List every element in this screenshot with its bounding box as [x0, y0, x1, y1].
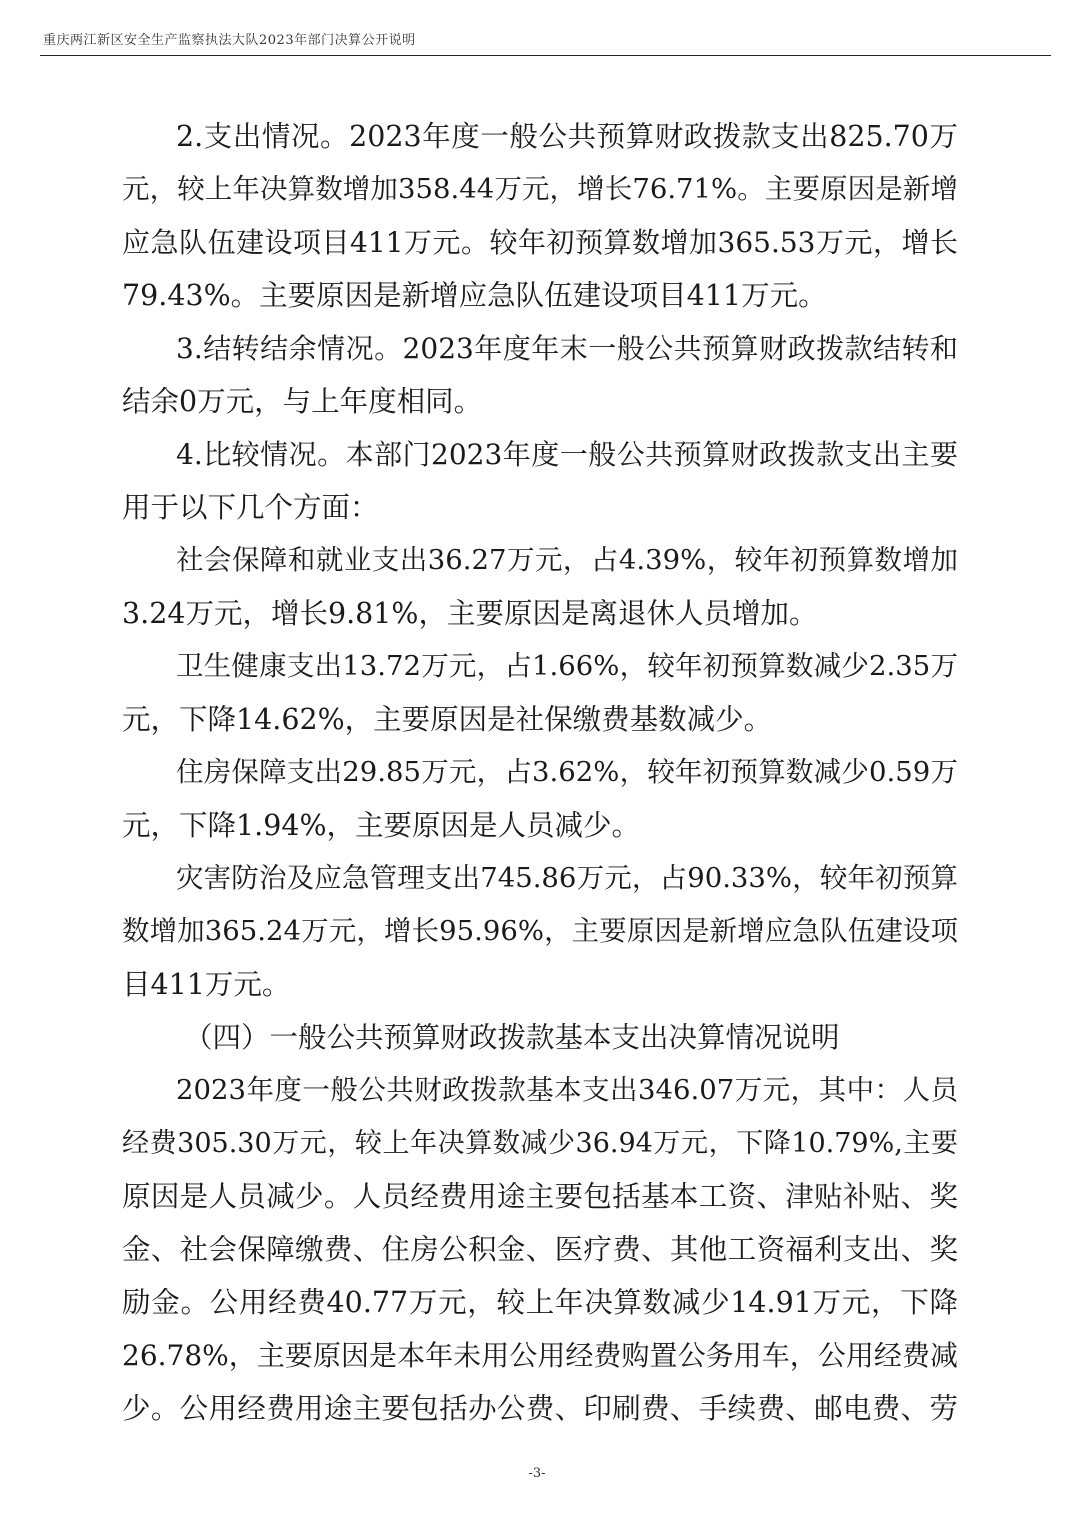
text-line: 住房保障支出29.85万元，占3.62%，较年初预算数减少0.59万	[176, 756, 958, 788]
paragraph-comparison	[122, 428, 958, 534]
running-header: 重庆两江新区安全生产监察执法大队2023年部门决算公开说明	[43, 33, 416, 48]
text-line: 目411万元。	[122, 968, 291, 1001]
text-line: 2.支出情况。2023年度一般公共预算财政拨款支出825.70万	[176, 120, 958, 153]
section-heading	[122, 1011, 958, 1064]
text-line: 用于以下几个方面：	[122, 491, 379, 524]
paragraph-expenditure	[122, 110, 958, 322]
text-line: 应急队伍建设项目411万元。较年初预算数增加365.53万元，增长	[122, 226, 958, 259]
text-line: 3.24万元，增长9.81%，主要原因是离退休人员增加。	[122, 597, 818, 630]
text-line: 社会保障和就业支出36.27万元，占4.39%，较年初预算数增加	[176, 544, 958, 576]
text-line: 2023年度一般公共财政拨款基本支出346.07万元，其中：人员	[176, 1074, 958, 1106]
text-line: 79.43%。主要原因是新增应急队伍建设项目411万元。	[122, 279, 827, 312]
text-line: 灾害防治及应急管理支出745.86万元，占90.33%，较年初预算	[176, 862, 958, 894]
text-line: 元，下降14.62%，主要原因是社保缴费基数减少。	[122, 703, 773, 736]
text-line: 励金。公用经费40.77万元，较上年决算数减少14.91万元，下降	[122, 1286, 958, 1319]
document-body	[122, 110, 958, 1435]
paragraph-disaster-prevention	[122, 852, 958, 1011]
text-line: 元，较上年决算数增加358.44万元，增长76.71%。主要原因是新增	[122, 173, 958, 205]
text-line: 数增加365.24万元，增长95.96%，主要原因是新增应急队伍建设项	[122, 915, 958, 947]
paragraph-health	[122, 640, 958, 746]
section-heading-text: （四）一般公共预算财政拨款基本支出决算情况说明	[184, 1021, 840, 1054]
text-line: 结余0万元，与上年度相同。	[122, 385, 483, 418]
paragraph-carryover	[122, 322, 958, 428]
text-line: 元，下降1.94%，主要原因是人员减少。	[122, 809, 641, 842]
text-line: 4.比较情况。本部门2023年度一般公共预算财政拨款支出主要	[176, 438, 958, 471]
paragraph-housing	[122, 746, 958, 852]
text-line: 金、社会保障缴费、住房公积金、医疗费、其他工资福利支出、奖	[122, 1233, 958, 1266]
text-line: 经费305.30万元，较上年决算数减少36.94万元，下降10.79%,主要	[122, 1128, 958, 1159]
text-line: 原因是人员减少。人员经费用途主要包括基本工资、津贴补贴、奖	[122, 1180, 958, 1213]
text-line: 3.结转结余情况。2023年度年末一般公共预算财政拨款结转和	[176, 332, 958, 365]
text-line: 26.78%，主要原因是本年未用公用经费购置公务用车，公用经费减	[122, 1339, 958, 1372]
paragraph-basic-expenditure	[122, 1064, 958, 1435]
text-line: 少。公用经费用途主要包括办公费、印刷费、手续费、邮电费、劳	[122, 1392, 958, 1425]
paragraph-social-security	[122, 534, 958, 640]
page-number: -3-	[528, 1466, 546, 1481]
text-line: 卫生健康支出13.72万元，占1.66%，较年初预算数减少2.35万	[176, 650, 958, 682]
header-rule	[40, 55, 1051, 56]
